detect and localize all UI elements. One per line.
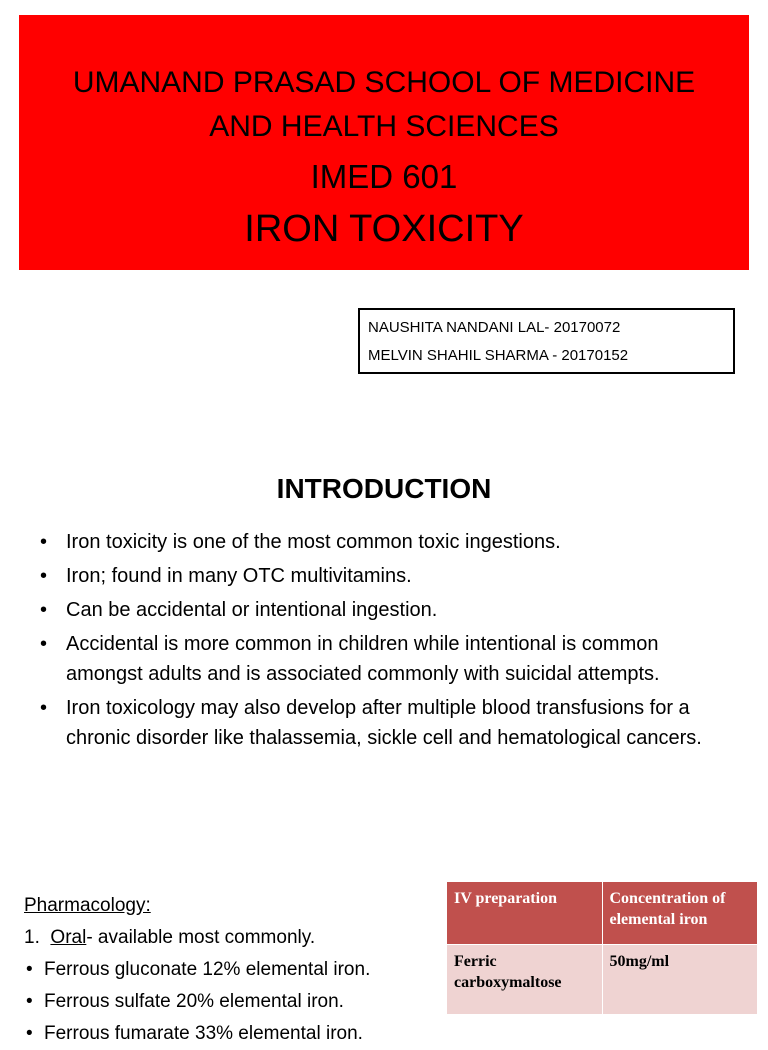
table-cell: 50mg/ml [602,945,758,1015]
bullet-icon: • [40,633,48,655]
list-item [40,561,730,591]
list-item-text: Ferrous fumarate 33% elemental iron. [44,1023,363,1044]
author-2: MELVIN SHAHIL SHARMA - 20170152 [368,347,629,364]
table-header-cell: IV preparation [447,882,603,945]
list-item [24,954,424,986]
iv-preparation-table [446,881,758,1015]
item-number: 1. [24,927,40,948]
table-header-row [447,882,758,945]
list-item-text: Iron toxicity is one of the most common toxic ingestions. [66,531,561,553]
bullet-icon: • [40,531,48,553]
school-name-line1: UMANAND PRASAD SCHOOL OF MEDICINE [72,66,696,99]
list-item-text: Ferrous gluconate 12% elemental iron. [44,959,371,980]
route-label: Oral [50,927,87,948]
list-item [40,693,730,753]
course-code: IMED 601 [310,158,458,195]
list-item-text: Iron toxicology may also develop after multiple blood transfusions for a chronic disorder like thalassemia, sickle cell and hematological cancers. [66,697,702,749]
list-item [24,1018,424,1050]
pharmacology-section [24,890,424,1050]
bullet-icon: • [40,599,48,621]
bullet-icon: • [40,565,48,587]
list-item [40,595,730,625]
list-item [40,527,730,557]
list-item-text: Ferrous sulfate 20% elemental iron. [44,991,344,1012]
list-item-text: Accidental is more common in children while intentional is common amongst adults and is associated commonly with suicidal attempts. [66,633,660,685]
table-cell: Ferric carboxymaltose [447,945,603,1015]
school-name-line2: AND HEALTH SCIENCES [209,110,559,143]
bullet-icon: • [26,959,33,980]
bullet-icon: • [40,697,48,719]
introduction-list [40,527,730,757]
list-item-text: Can be accidental or intentional ingestion. [66,599,438,621]
table-row [447,945,758,1015]
bullet-icon: • [26,991,33,1012]
section-heading: INTRODUCTION [276,473,492,504]
author-1: NAUSHITA NANDANI LAL- 20170072 [368,319,621,336]
table-header-cell: Concentration of elemental iron [602,882,758,945]
list-item [40,629,730,689]
list-item [24,986,424,1018]
school-name [19,61,749,149]
list-item-text: Iron; found in many OTC multivitamins. [66,565,412,587]
bullet-icon: • [26,1023,33,1044]
pharmacology-heading: Pharmacology: [24,895,151,916]
title-banner [19,15,749,270]
presentation-topic: IRON TOXICITY [244,208,524,250]
route-description: - available most commonly. [86,927,316,948]
oral-route-item [24,922,424,954]
authors-box [358,308,735,374]
